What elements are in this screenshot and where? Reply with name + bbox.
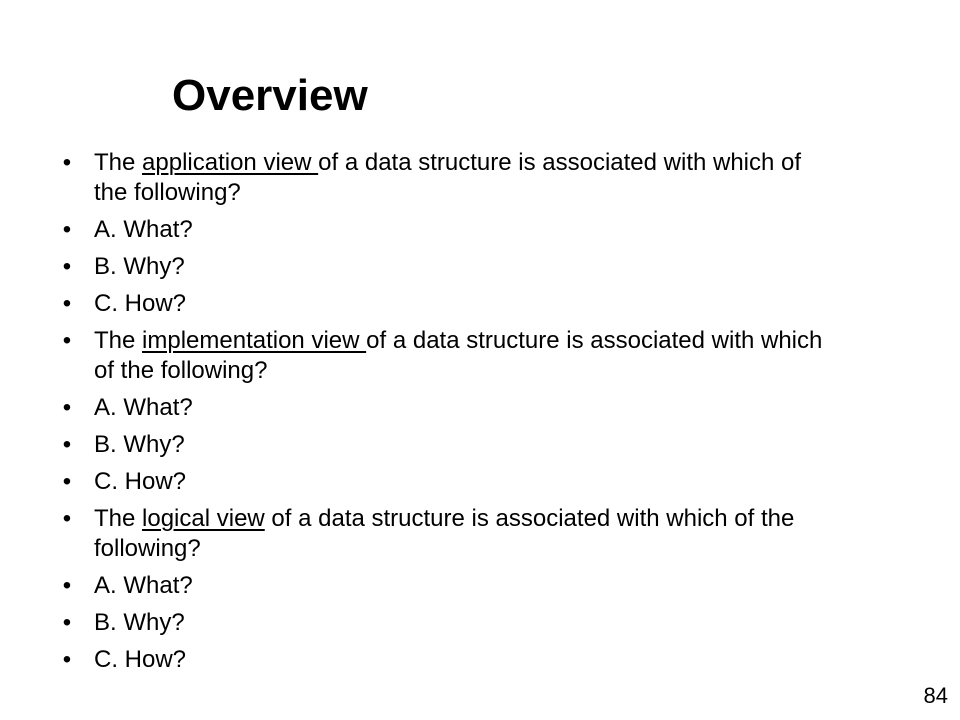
- answer-option-label: C. How?: [94, 646, 187, 673]
- bullet-icon: •: [62, 253, 72, 280]
- question-item: [0, 504, 960, 564]
- question-term: implementation view: [142, 327, 367, 354]
- question-item: [0, 326, 960, 386]
- question-line-1: [94, 326, 920, 356]
- answer-option: [0, 608, 960, 638]
- page-number: 84: [923, 683, 948, 708]
- bullet-list: [0, 148, 960, 682]
- answer-option: [0, 252, 960, 282]
- question-suffix: of a data structure is associated with which of: [318, 149, 802, 176]
- answer-option-label: B. Why?: [94, 431, 185, 458]
- answer-option-label: B. Why?: [94, 609, 185, 636]
- question-line-1: [94, 148, 920, 178]
- bullet-icon: •: [62, 609, 72, 636]
- question-prefix: The: [94, 149, 143, 176]
- answer-option-label: C. How?: [94, 290, 187, 317]
- answer-option-label: A. What?: [94, 572, 193, 599]
- bullet-icon: •: [62, 505, 72, 532]
- answer-option-label: A. What?: [94, 216, 193, 243]
- answer-option-label: B. Why?: [94, 253, 185, 280]
- question-prefix: The: [94, 505, 143, 532]
- answer-option: [0, 467, 960, 497]
- bullet-icon: •: [62, 216, 72, 243]
- answer-option: [0, 393, 960, 423]
- bullet-icon: •: [62, 290, 72, 317]
- question-suffix: of a data structure is associated with which of the: [264, 505, 795, 532]
- question-term: application view: [142, 149, 319, 176]
- bullet-icon: •: [62, 431, 72, 458]
- bullet-icon: •: [62, 646, 72, 673]
- answer-option-label: A. What?: [94, 394, 193, 421]
- answer-option: [0, 645, 960, 675]
- bullet-icon: •: [62, 327, 72, 354]
- answer-option: [0, 571, 960, 601]
- question-term: logical view: [142, 505, 265, 532]
- question-line-2: the following?: [94, 179, 241, 206]
- bullet-icon: •: [62, 394, 72, 421]
- answer-option: [0, 289, 960, 319]
- question-line-1: [94, 504, 920, 534]
- question-line-2: of the following?: [94, 357, 268, 384]
- question-prefix: The: [94, 327, 143, 354]
- bullet-icon: •: [62, 572, 72, 599]
- question-item: [0, 148, 960, 208]
- bullet-icon: •: [62, 468, 72, 495]
- question-line-2: following?: [94, 535, 201, 562]
- answer-option-label: C. How?: [94, 468, 187, 495]
- bullet-icon: •: [62, 149, 72, 176]
- slide-title: Overview: [172, 71, 368, 120]
- question-suffix: of a data structure is associated with which: [366, 327, 823, 354]
- answer-option: [0, 430, 960, 460]
- answer-option: [0, 215, 960, 245]
